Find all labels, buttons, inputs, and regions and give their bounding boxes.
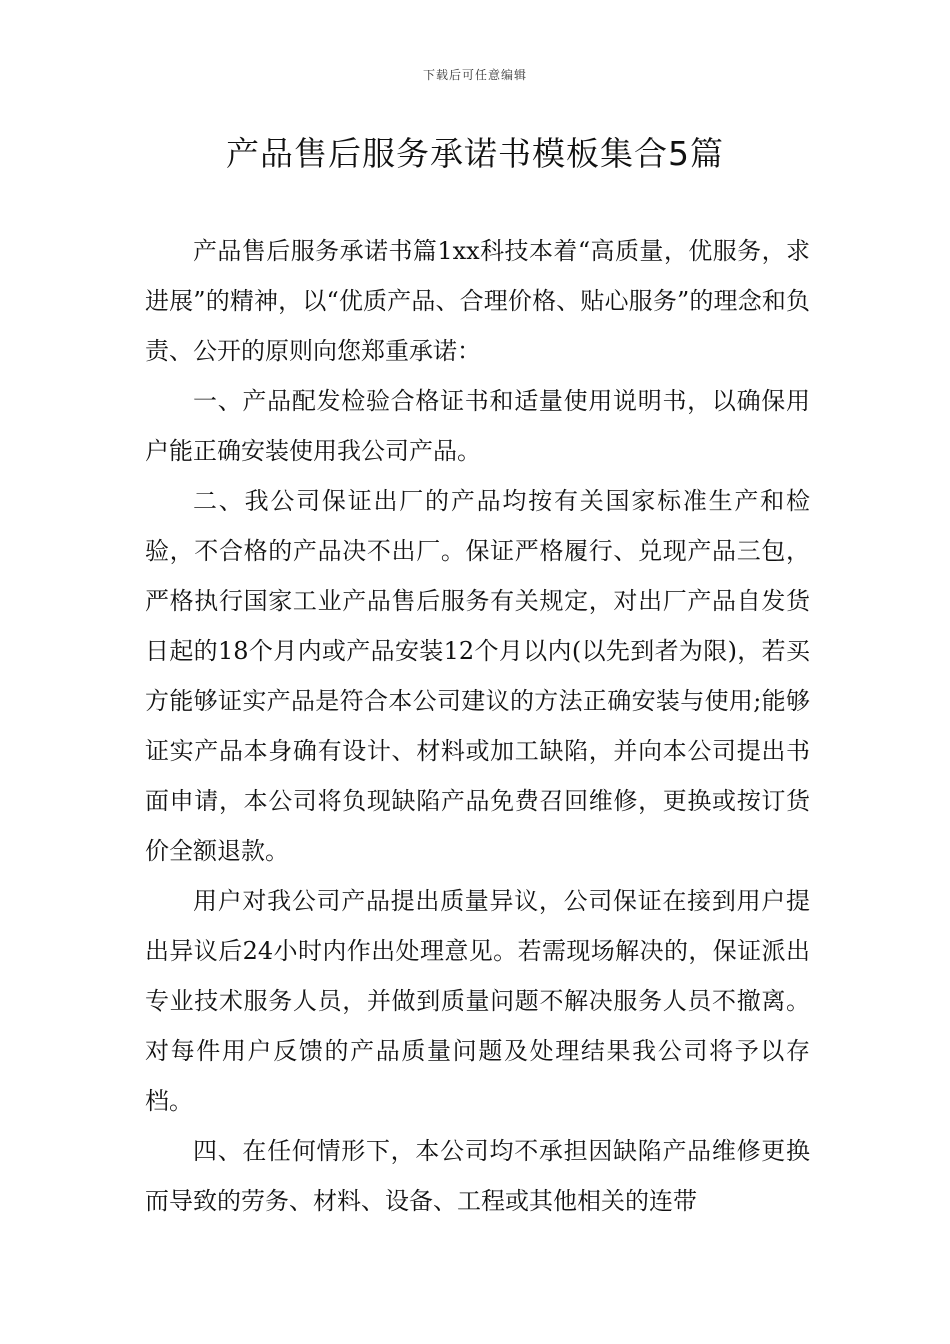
paragraph-item-1: 一、产品配发检验合格证书和适量使用说明书，以确保用户能正确安装使用我公司产品。 xyxy=(145,387,810,465)
paragraph-intro: 产品售后服务承诺书篇1xx科技本着“高质量，优服务，求进展”的精神，以“优质产品、合理价格、贴心服务”的理念和负责、公开的原则向您郑重承诺： xyxy=(145,237,810,365)
header-note: 下载后可任意编辑 xyxy=(422,68,527,82)
document-body xyxy=(145,226,810,1226)
paragraph-item-2: 二、我公司保证出厂的产品均按有关国家标准生产和检验，不合格的产品决不出厂。保证严格履行、兑现产品三包，严格执行国家工业产品售后服务有关规定，对出厂产品自发货日起的18个月内或产品安装12个月以内(以先到者为限)，若买方能够证实产品是符合本公司建议的方法正确安装与使用;能够证实产品本身确有设计、材料或加工缺陷，并向本公司提出书面申请，本公司将负现缺陷产品免费召回维修，更换或按订货价全额退款。 xyxy=(145,487,810,865)
paragraph-quality-objection: 用户对我公司产品提出质量异议，公司保证在接到用户提出异议后24小时内作出处理意见。若需现场解决的，保证派出专业技术服务人员，并做到质量问题不解决服务人员不撤离。对每件用户反馈的产品质量问题及处理结果我公司将予以存档。 xyxy=(145,887,810,1115)
paragraph-item-4: 四、在任何情形下，本公司均不承担因缺陷产品维修更换而导致的劳务、材料、设备、工程或其他相关的连带 xyxy=(145,1137,810,1215)
document-title: 产品售后服务承诺书模板集合5篇 xyxy=(226,134,724,173)
